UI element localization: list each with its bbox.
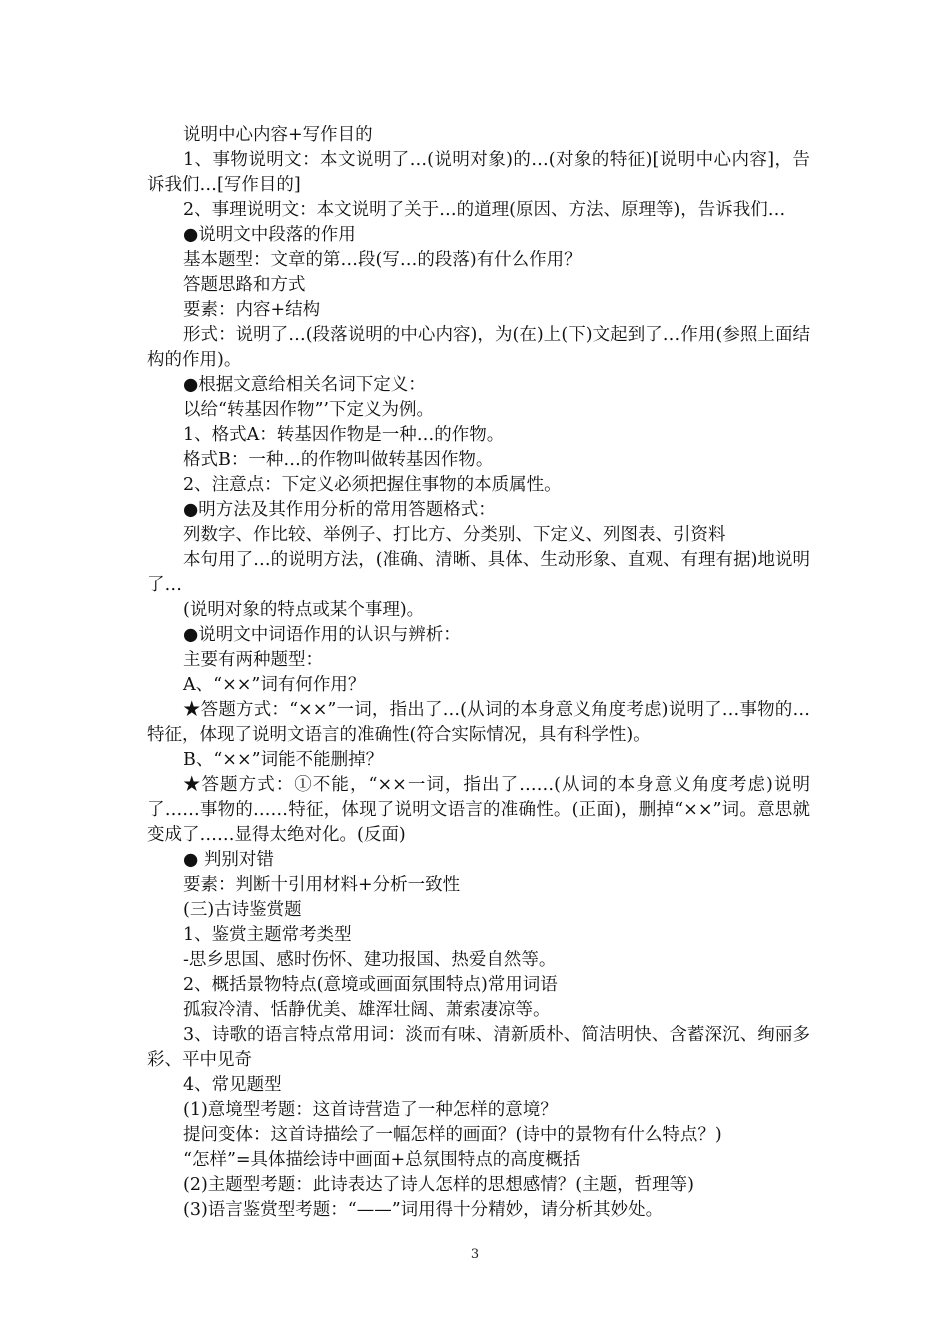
document-body: [147, 123, 810, 1223]
paragraph: 基本题型：文章的第…段(写…的段落)有什么作用？: [183, 250, 582, 270]
paragraph: 以给“转基因作物”’下定义为例。: [183, 400, 434, 420]
paragraph: 1、鉴赏主题常考类型: [183, 925, 352, 945]
paragraph: “怎样”=具体描绘诗中画面+总氛围特点的高度概括: [183, 1150, 581, 1170]
section-heading: ●说明文中段落的作用: [183, 225, 356, 245]
paragraph: 孤寂冷清、恬静优美、雄浑壮阔、萧索凄凉等。: [183, 1000, 551, 1020]
paragraph: 要素：内容+结构: [183, 300, 321, 320]
section-heading: ●明方法及其作用分析的常用答题格式：: [183, 500, 496, 520]
page-number: 3: [470, 1247, 480, 1262]
paragraph: (说明对象的特点或某个事理)。: [183, 600, 425, 620]
paragraph: 格式B：一种…的作物叫做转基因作物。: [183, 450, 494, 470]
paragraph: -思乡思国、感时伤怀、建功报国、热爱自然等。: [183, 950, 557, 970]
paragraph: 4、常见题型: [183, 1075, 282, 1095]
paragraph: 1、事物说明文：本文说明了…(说明对象)的…(对象的特征)[说明中心内容]，告诉我们…[写作目的]: [147, 150, 810, 195]
paragraph: (2)主题型考题：此诗表达了诗人怎样的思想感情？(主题，哲理等): [183, 1175, 694, 1195]
paragraph: ★答题方式：①不能，“××一词，指出了……(从词的本身意义角度考虑)说明了……事物的……特征，体现了说明文语言的准确性。(正面)，删掉“××”词。意思就变成了……显得太绝对化。(反面): [147, 775, 810, 845]
paragraph: (1)意境型考题：这首诗营造了一种怎样的意境？: [183, 1100, 558, 1120]
paragraph: 2、概括景物特点(意境或画面氛围特点)常用词语: [183, 975, 558, 995]
paragraph: (3)语言鉴赏型考题：“——”词用得十分精妙，请分析其妙处。: [183, 1200, 664, 1220]
paragraph: 提问变体：这首诗描绘了一幅怎样的画面？(诗中的景物有什么特点？): [183, 1125, 722, 1145]
paragraph: 要素：判断十引用材料+分析一致性: [183, 875, 461, 895]
paragraph: 形式：说明了…(段落说明的中心内容)，为(在)上(下)文起到了…作用(参照上面结构的作用)。: [147, 325, 810, 370]
section-heading: ●根据文意给相关名词下定义：: [183, 375, 426, 395]
paragraph: 主要有两种题型：: [183, 650, 323, 670]
paragraph: 答题思路和方式: [183, 275, 306, 295]
paragraph: 2、事理说明文：本文说明了关于…的道理(原因、方法、原理等)，告诉我们…: [183, 200, 786, 220]
paragraph: 列数字、作比较、举例子、打比方、分类别、下定义、列图表、引资料: [183, 525, 726, 545]
paragraph: 1、格式A：转基因作物是一种…的作物。: [183, 425, 505, 445]
paragraph: ★答题方式：“××”一词，指出了…(从词的本身意义角度考虑)说明了…事物的…特征，体现了说明文语言的准确性(符合实际情况，具有科学性)。: [147, 700, 810, 745]
paragraph: B、“××”词能不能删掉？: [183, 750, 384, 770]
section-heading: ●说明文中词语作用的认识与辨析：: [183, 625, 461, 645]
section-heading: ● 判别对错: [183, 850, 274, 870]
section-heading: (三)古诗鉴赏题: [183, 900, 302, 920]
paragraph: 2、注意点：下定义必须把握住事物的本质属性。: [183, 475, 562, 495]
paragraph: A、“××”词有何作用？: [183, 675, 366, 695]
paragraph: 本句用了…的说明方法，(准确、清晰、具体、生动形象、直观、有理有据)地说明了…: [147, 550, 810, 595]
paragraph: 说明中心内容+写作目的: [183, 125, 373, 145]
paragraph: 3、诗歌的语言特点常用词：淡而有味、清新质朴、简洁明快、含蓄深沉、绚丽多彩、平中见奇: [147, 1025, 810, 1070]
